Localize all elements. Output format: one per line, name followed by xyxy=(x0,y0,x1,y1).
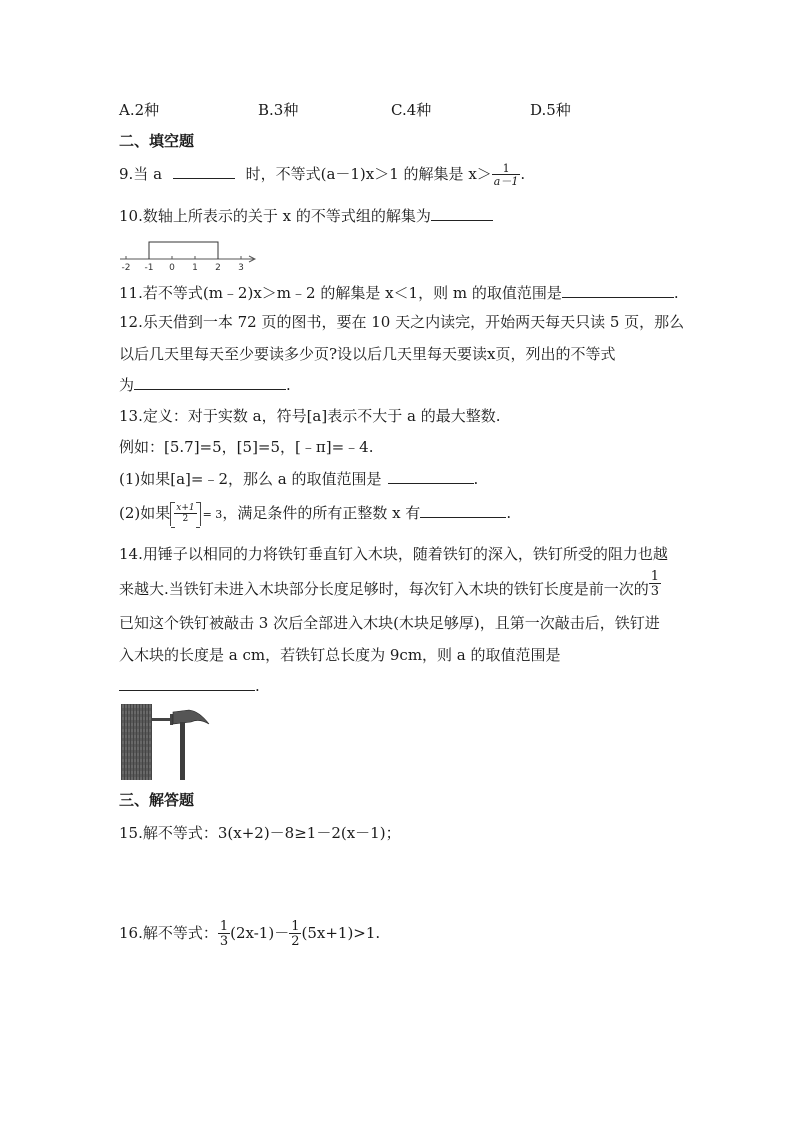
q10-text: 10.数轴上所表示的关于 x 的不等式组的解集为 xyxy=(119,207,431,225)
q14-fraction: $\frac{1}{3}$ xyxy=(650,569,660,599)
question-10 xyxy=(119,205,493,226)
question-15: 15.解不等式：3(x+2)－8≥1－2(x－1)； xyxy=(119,824,401,842)
question-12-line-2: 以后几天里每天至少要读多少页?设以后几天里每天要读x页，列出的不等式 xyxy=(119,345,616,363)
number-line-tick-label: 0 xyxy=(169,263,175,272)
q12-answer-blank xyxy=(134,374,286,390)
section-3-title: 三、解答题 xyxy=(119,791,195,809)
number-line-figure xyxy=(116,234,261,272)
question-9 xyxy=(119,163,525,187)
q14-answer-blank xyxy=(119,675,255,691)
choice-d: D.5种 xyxy=(530,101,571,119)
number-line-tick-label: -1 xyxy=(144,263,154,272)
choice-c: C.4种 xyxy=(391,101,432,119)
number-line-tick-label: -2 xyxy=(121,263,131,272)
question-12-line-3: 为 . xyxy=(119,376,291,394)
question-16: 16.解不等式： $\frac{1}{3}$ (2x-1)－ $\frac{1}{2}$ (5x+1)>1. xyxy=(119,919,381,949)
question-14-line-1: 14.用锤子以相同的力将铁钉垂直钉入木块，随着铁钉的深入，铁钉所受的阻力也越 xyxy=(119,545,668,563)
section-2-title: 二、填空题 xyxy=(119,132,195,150)
question-13-part-2: (2)如果 $\frac{x+1}{2}$ = 3，满足条件的所有正整数 x 有 . xyxy=(119,502,511,526)
floor-bracket-expression: $\frac{x+1}{2}$ xyxy=(170,502,200,526)
hammer-head-icon xyxy=(173,710,209,724)
q16-fraction-2: $\frac{1}{2}$ xyxy=(291,919,300,949)
nail-head xyxy=(170,714,173,725)
question-14-line-4: 入木块的长度是 a cm，若铁钉总长度为 9cm，则 a 的取值范围是 xyxy=(119,646,561,664)
question-14-line-2: 来越大.当铁钉未进入木块部分长度足够时，每次钉入木块的铁钉长度是前一次的 $\frac{1}{3}$ xyxy=(119,569,660,599)
q9-prefix: 9.当 a xyxy=(119,165,163,183)
q9-answer-blank xyxy=(173,163,235,179)
q13-part-1-blank xyxy=(388,468,474,484)
question-13-line-1: 13.定义：对于实数 a，符号[a]表示不大于 a 的最大整数. xyxy=(119,407,501,425)
solution-range-bracket xyxy=(149,242,218,259)
q16-fraction-1: $\frac{1}{3}$ xyxy=(219,919,229,949)
q11-text: 11.若不等式(m﹣2)x＞m﹣2 的解集是 x＜1，则 m 的取值范围是 xyxy=(119,284,562,302)
question-14-line-5: . xyxy=(119,675,260,696)
question-13-line-2: 例如：[5.7]=5，[5]=5，[﹣π]=﹣4. xyxy=(119,438,374,456)
number-line-tick-label: 1 xyxy=(192,263,198,272)
hammer-handle xyxy=(180,722,185,780)
number-line-ticks xyxy=(122,256,244,272)
q13-part-2-blank xyxy=(420,502,506,518)
question-14-line-3: 已知这个铁钉被敲击 3 次后全部进入木块(木块足够厚)，且第一次敲击后，铁钉进 xyxy=(119,614,660,632)
number-line-tick-label: 2 xyxy=(215,263,221,272)
question-12-line-1: 12.乐天借到一本 72 页的图书，要在 10 天之内读完，开始两天每天只读 5 页，那么 xyxy=(119,313,685,331)
q11-answer-blank xyxy=(562,282,674,298)
wood-block xyxy=(121,704,152,780)
q10-answer-blank xyxy=(431,205,493,221)
choice-b: B.3种 xyxy=(258,101,299,119)
q9-middle: 时，不等式(a－1)x＞1 的解集是 x＞ xyxy=(245,165,492,183)
question-13-part-1: (1)如果[a]=﹣2，那么 a 的取值范围是 . xyxy=(119,470,479,488)
number-line-tick-label: 3 xyxy=(238,263,244,272)
q9-fraction: $\frac{1}{a-1}$ xyxy=(493,162,519,188)
q9-suffix: . xyxy=(520,165,526,183)
question-11: 11.若不等式(m﹣2)x＞m﹣2 的解集是 x＜1，则 m 的取值范围是 . xyxy=(119,284,679,302)
choice-a: A.2种 xyxy=(119,101,160,119)
nail-icon xyxy=(152,718,170,721)
hammer-nail-illustration xyxy=(121,702,213,782)
